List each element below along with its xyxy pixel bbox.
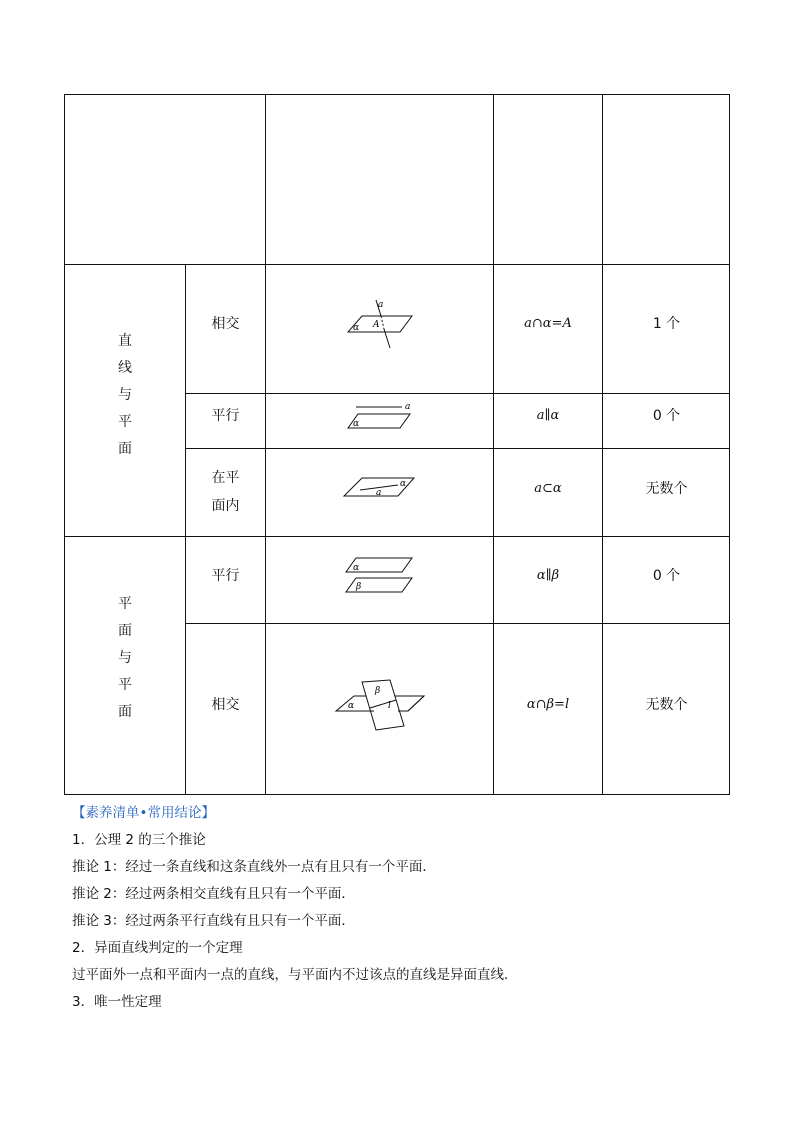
- common-point-count: 1 个: [652, 316, 681, 332]
- relation-label-line: 在平: [211, 470, 240, 486]
- common-point-count: 0 个: [652, 408, 681, 424]
- figure-label-line: l: [388, 701, 391, 711]
- figure-label-plane2: β: [375, 686, 381, 696]
- figure-label-plane1: α: [353, 563, 360, 573]
- table-divider: [64, 536, 730, 537]
- notation: a∩α=A: [524, 316, 572, 331]
- notation: a∥α: [536, 408, 560, 423]
- figure-line-parallel-plane: [340, 398, 420, 438]
- notation: α∥β: [536, 568, 560, 583]
- notation: α∩β=l: [526, 697, 570, 712]
- figure-label-plane: α: [400, 479, 407, 489]
- group-label-char: 与: [118, 650, 132, 666]
- figure-label-plane2: β: [356, 582, 362, 592]
- group-label-char: 直: [118, 333, 132, 349]
- figure-label-line: a: [376, 488, 382, 498]
- note-line: 推论 3：经过两条平行直线有且只有一个平面．: [72, 913, 355, 929]
- relation-label: 平行: [211, 408, 240, 424]
- common-point-count: 无数个: [645, 481, 688, 497]
- group-label-plane-plane: [115, 591, 135, 726]
- table-divider: [185, 393, 730, 394]
- table-divider: [185, 623, 730, 624]
- group-label-char: 面: [118, 441, 132, 457]
- group-label-char: 面: [118, 704, 132, 720]
- relation-label: 平行: [211, 568, 240, 584]
- figure-line-in-plane: [340, 474, 420, 508]
- note-line: 2．异面直线判定的一个定理: [72, 940, 243, 956]
- common-point-count: 无数个: [645, 697, 688, 713]
- relation-label-line: 面内: [211, 498, 240, 514]
- relation-label: [186, 464, 265, 520]
- group-label-char: 平: [118, 596, 132, 612]
- figure-label-plane1: α: [348, 701, 355, 711]
- note-line: 推论 1：经过一条直线和这条直线外一点有且只有一个平面．: [72, 859, 436, 875]
- table-divider: [64, 264, 730, 265]
- note-line: 1．公理 2 的三个推论: [72, 832, 206, 848]
- group-label-line-plane: [115, 328, 135, 463]
- conclusions-section: [72, 800, 732, 1016]
- notation: a⊂α: [534, 481, 562, 496]
- figure-label-point: A: [373, 320, 380, 330]
- figure-label-line: a: [405, 402, 411, 412]
- table-divider: [265, 94, 266, 795]
- group-label-char: 面: [118, 623, 132, 639]
- group-label-char: 平: [118, 414, 132, 430]
- group-label-char: 线: [118, 360, 132, 376]
- relation-label: 相交: [211, 697, 240, 713]
- common-point-count: 0 个: [652, 568, 681, 584]
- figure-label-line: a: [378, 300, 384, 310]
- figure-label-plane: α: [353, 323, 360, 333]
- note-line: 3．唯一性定理: [72, 994, 162, 1010]
- relation-label: 相交: [211, 316, 240, 332]
- group-label-char: 平: [118, 677, 132, 693]
- figure-line-intersects-plane: [340, 296, 420, 356]
- note-line: 过平面外一点和平面内一点的直线，与平面内不过该点的直线是异面直线．: [72, 967, 518, 983]
- note-line: 推论 2：经过两条相交直线有且只有一个平面．: [72, 886, 355, 902]
- section-heading: 【素养清单•常用结论】: [72, 805, 215, 821]
- figure-plane-intersects-plane: [330, 676, 430, 740]
- figure-plane-parallel-plane: [340, 554, 420, 602]
- table-divider: [602, 94, 603, 795]
- figure-label-plane: α: [353, 419, 360, 429]
- table-divider: [185, 448, 730, 449]
- table-divider: [185, 264, 186, 795]
- group-label-char: 与: [118, 387, 132, 403]
- table-divider: [493, 94, 494, 795]
